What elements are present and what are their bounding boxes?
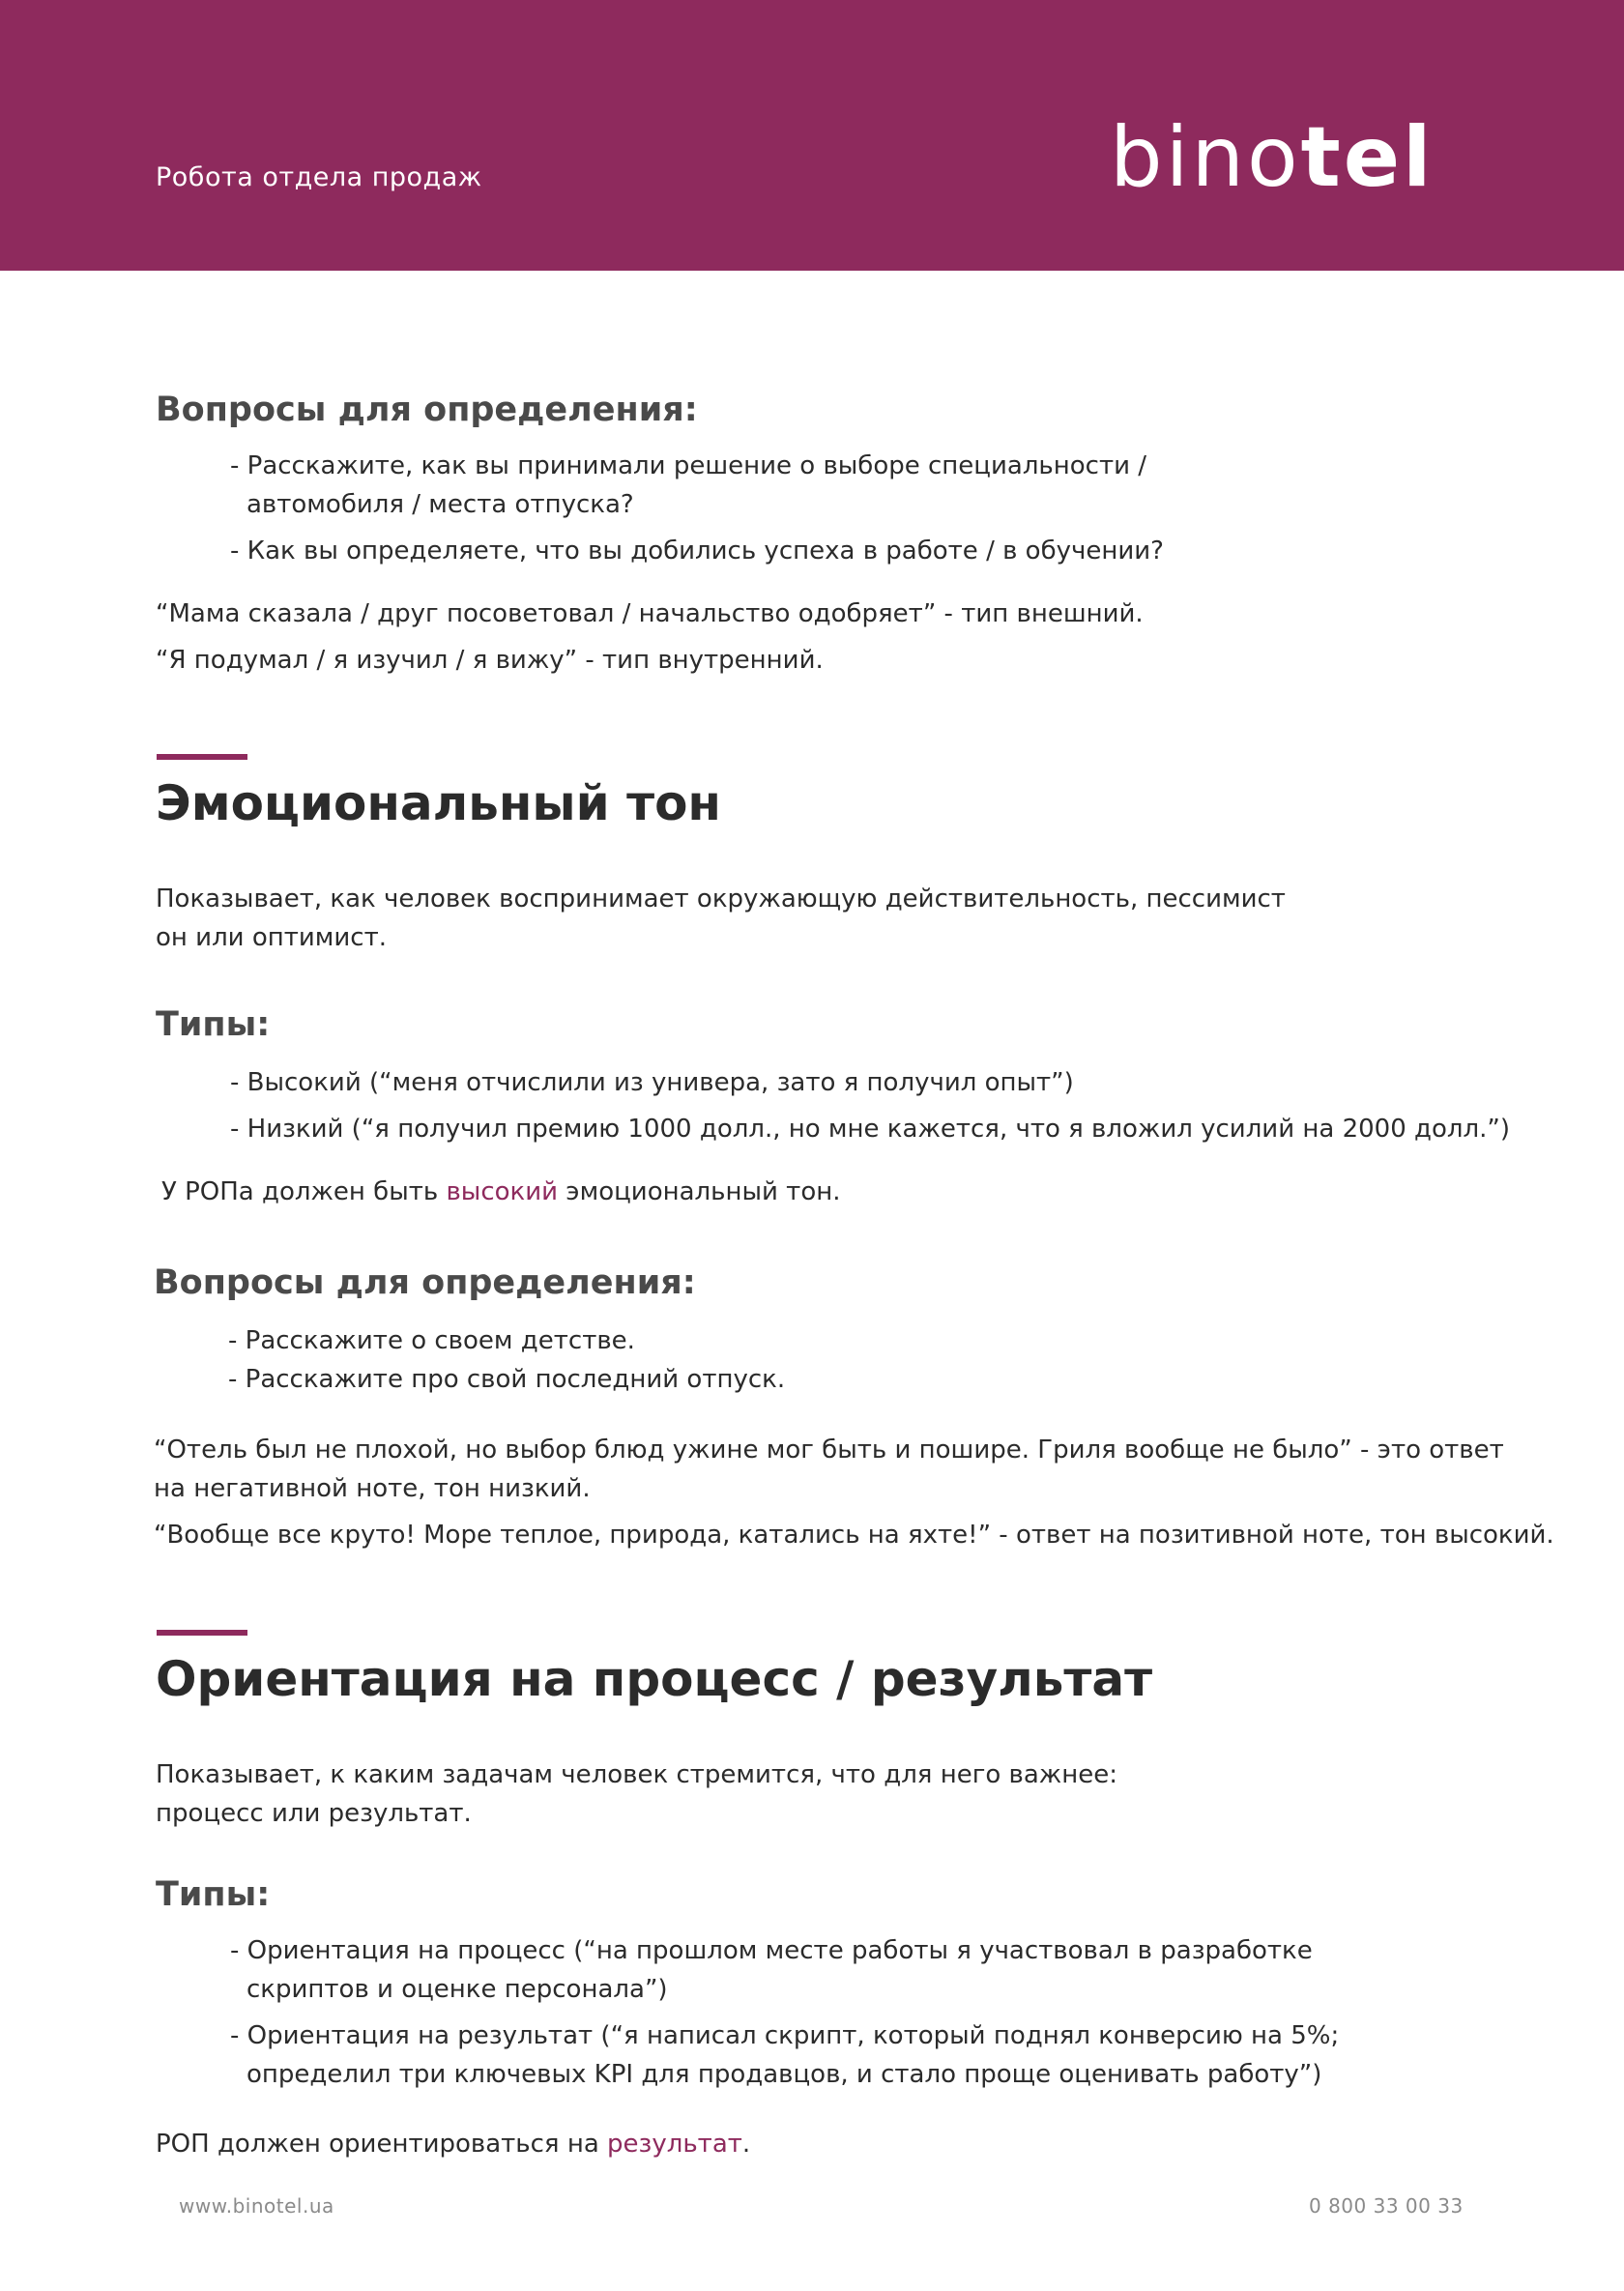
logo-part-bold: tel bbox=[1300, 109, 1435, 206]
page-header bbox=[0, 0, 1624, 271]
description-line: Показывает, как человек воспринимает окружающую действительность, пессимист bbox=[156, 884, 1286, 914]
description-line: Показывает, к каким задачам человек стремится, что для него важнее: bbox=[156, 1760, 1117, 1789]
type-item-process bbox=[230, 1931, 1313, 2009]
section-a-questions-heading: Вопросы для определения: bbox=[156, 391, 698, 429]
section-a-question-item bbox=[230, 532, 1164, 570]
section-b-types-heading: Типы: bbox=[156, 1005, 271, 1044]
question-item: - Расскажите о своем детстве. bbox=[228, 1326, 635, 1355]
conclusion-text: эмоциональный тон. bbox=[558, 1177, 841, 1206]
section-divider bbox=[157, 1630, 247, 1636]
conclusion-accent: результат bbox=[607, 2130, 742, 2159]
type-item-low: - Низкий (“я получил премию 1000 долл., но мне кажется, что я вложил усилий на 2000 долл.”) bbox=[230, 1115, 1510, 1144]
question-item: - Расскажите про свой последний отпуск. bbox=[228, 1365, 786, 1394]
description-line: он или оптимист. bbox=[156, 923, 388, 952]
answer-external: “Мама сказала / друг посоветовал / начальство одобряет” - тип внешний. bbox=[156, 599, 1144, 628]
type-item-result bbox=[230, 2016, 1339, 2094]
answer-positive: “Вообще все круто! Море теплое, природа, катались на яхте!” - ответ на позитивной ноте, тон высокий. bbox=[154, 1521, 1554, 1550]
section-title-emotional-tone: Эмоциональный тон bbox=[156, 775, 721, 831]
list-item-line: - Ориентация на процесс (“на прошлом месте работы я участвовал в разработке bbox=[230, 1936, 1313, 1965]
answer-line: “Отель был не плохой, но выбор блюд ужине мог быть и пошире. Гриля вообще не было” - это ответ bbox=[154, 1436, 1504, 1464]
list-item-continuation: определил три ключевых KPI для продавцов, и стало проще оценивать работу”) bbox=[246, 2060, 1322, 2089]
conclusion-text: РОП должен ориентироваться на bbox=[156, 2130, 608, 2159]
list-item-continuation: автомобиля / места отпуска? bbox=[246, 490, 634, 519]
conclusion-accent: высокий bbox=[446, 1177, 559, 1206]
list-item-line: - Как вы определяете, что вы добились успеха в работе / в обучении? bbox=[230, 536, 1164, 566]
header-title: Робота отдела продаж bbox=[156, 162, 482, 192]
section-b-questions-heading: Вопросы для определения: bbox=[154, 1263, 696, 1302]
section-title-orientation: Ориентация на процесс / результат bbox=[156, 1651, 1153, 1707]
section-b-conclusion bbox=[161, 1173, 840, 1211]
list-item-line: - Ориентация на результат (“я написал скрипт, который поднял конверсию на 5%; bbox=[230, 2021, 1340, 2050]
section-a-question-item bbox=[230, 447, 1146, 524]
section-c-types-heading: Типы: bbox=[156, 1875, 271, 1914]
binotel-logo bbox=[1110, 109, 1435, 206]
footer-website: www.binotel.ua bbox=[179, 2194, 334, 2218]
list-item-continuation: скриптов и оценке персонала”) bbox=[246, 1975, 668, 2004]
conclusion-text: . bbox=[741, 2130, 751, 2159]
answer-negative bbox=[154, 1431, 1504, 1508]
footer-phone: 0 800 33 00 33 bbox=[1309, 2194, 1464, 2218]
section-c-conclusion bbox=[156, 2125, 750, 2163]
answer-internal: “Я подумал / я изучил / я вижу” - тип внутренний. bbox=[156, 646, 824, 675]
description-line: процесс или результат. bbox=[156, 1799, 472, 1828]
section-c-description bbox=[156, 1755, 1117, 1833]
answer-line: на негативной ноте, тон низкий. bbox=[154, 1474, 591, 1503]
section-divider bbox=[157, 754, 247, 760]
list-item-line: - Расскажите, как вы принимали решение о выборе специальности / bbox=[230, 451, 1147, 480]
conclusion-text: У РОПа должен быть bbox=[161, 1177, 447, 1206]
section-b-description bbox=[156, 880, 1286, 957]
logo-part-light: bino bbox=[1110, 109, 1301, 206]
type-item-high: - Высокий (“меня отчислили из универа, зато я получил опыт”) bbox=[230, 1068, 1074, 1097]
